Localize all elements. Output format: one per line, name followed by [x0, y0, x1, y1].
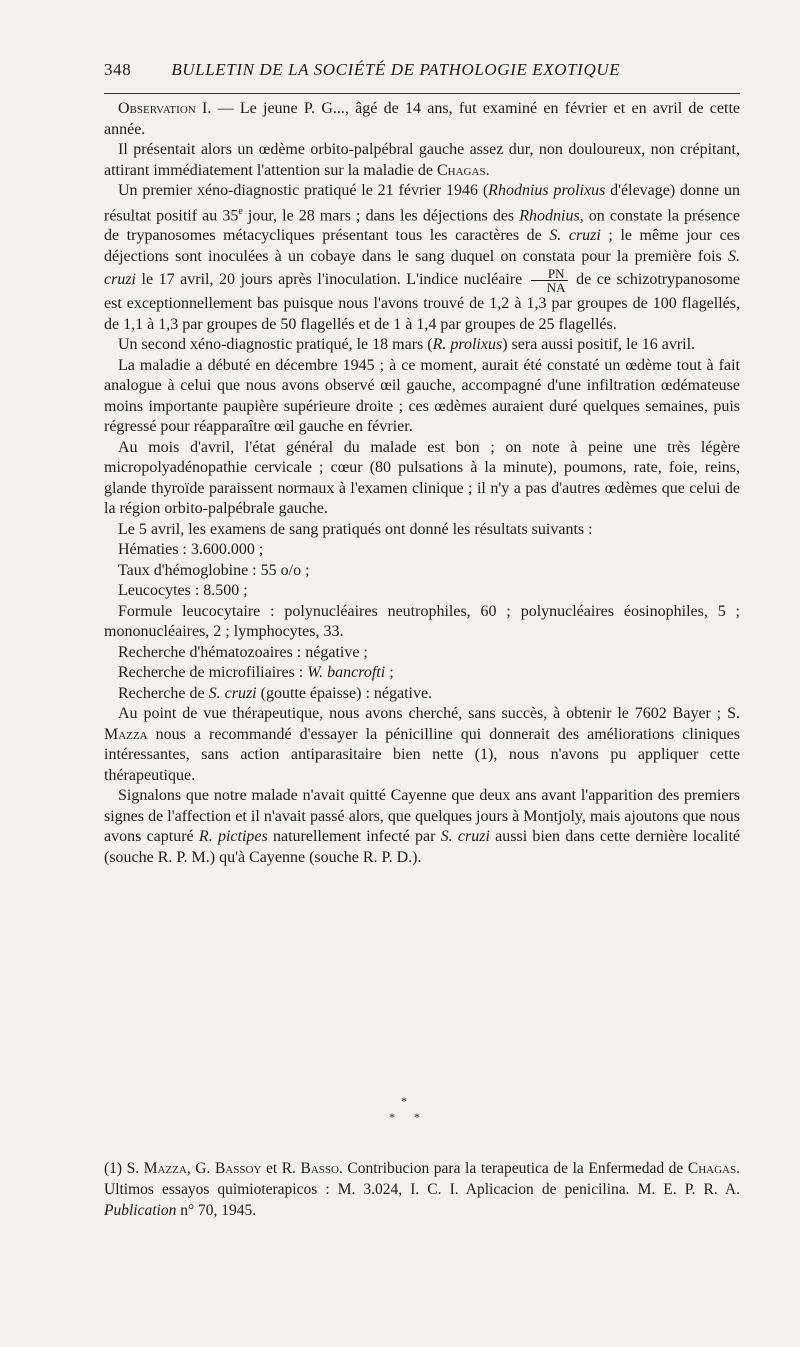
- footnote: [104, 1158, 740, 1221]
- paragraph-second-xenodiagnostic: Un second xéno-diagnostic pratiqué, le 18 mars (R. prolixus) sera aussi positif, le 16 avril.: [118, 336, 696, 354]
- paragraph-presentation: Il présentait alors un œdème orbito-palpébral gauche assez dur, non douloureux, non crépitant, attirant immédiatement l'attention sur la maladie de Chagas.: [104, 141, 740, 179]
- paragraph-onset: La maladie a débuté en décembre 1945 ; à ce moment, aurait été constaté un œdème tout à fait analogue à celui que nous avons observé œil gauche, accompagné d'une infiltration œdémateuse moins importante paupière supérieure droite ; ces œdèmes auraient duré quelques semaines, puis régressé pour réapparaître œil gauche en février.: [104, 356, 740, 436]
- author-name: Chagas: [437, 161, 486, 179]
- page-header: [104, 60, 740, 80]
- result-hemoglobin: Taux d'hémoglobine : 55 o/o ;: [118, 561, 310, 579]
- result-microfilaria: Recherche de microfiliaires : W. bancrofti ;: [118, 664, 394, 682]
- result-formula: Formule leucocytaire : polynucléaires neutrophiles, 60 ; polynucléaires éosinophiles, 5 ; mononucléaires, 2 ; lymphocytes, 33.: [104, 602, 740, 641]
- result-leucocytes: Leucocytes : 8.500 ;: [118, 582, 248, 600]
- paragraph-closing: Signalons que notre malade n'avait quitté Cayenne que deux ans avant l'apparition des premiers signes de l'affection et il n'avait passé alors, que quelques jours à Montjoly, mais ajoutons que nous avons capturé R. pictipes naturellement infecté par S. cruzi aussi bien dans cette dernière localité (souche R. P. M.) qu'à Cayenne (souche R. P. D.).: [104, 787, 741, 866]
- nuclear-index-fraction: $\frac{PN}{NA}$: [531, 267, 568, 294]
- header-rule: [104, 93, 740, 94]
- asterism-star: *: [401, 1094, 407, 1108]
- footnote-text: (1) S. Mazza, G. Bassoy et R. Basso. Contribucion para la terapeutica de la Enfermedad de Chagas. Ultimos essayos quimioterapicos : M. 3.024, I. C. I. Aplicacion de penicilina. M. E. P. R. A. Publication n° 70, 1945.: [104, 1160, 740, 1219]
- asterism-star: *: [414, 1110, 420, 1124]
- result-hematozoa: Recherche d'hématozoaires : négative ;: [118, 643, 368, 661]
- paragraph-blood-exams: Le 5 avril, les examens de sang pratiqués ont donné les résultats suivants :: [118, 520, 593, 538]
- running-title: BULLETIN DE LA SOCIÉTÉ DE PATHOLOGIE EXOTIQUE: [171, 60, 621, 79]
- result-cruzi: Recherche de S. cruzi (goutte épaisse) : négative.: [118, 684, 433, 702]
- paragraph-therapy: Au point de vue thérapeutique, nous avons cherché, sans succès, à obtenir le 7602 Bayer ; S. Mazza nous a recommandé d'essayer la pénicilline qui donnerait des améliorations cliniques intéressantes, sans action antiparasitaire bien nette (1), nous n'avons pu appliquer cette thérapeutique.: [104, 705, 740, 784]
- result-hematies: Hématies : 3.600.000 ;: [118, 541, 264, 559]
- paragraph-xenodiagnostic: Un premier xéno-diagnostic pratiqué le 21 février 1946 (Rhodnius prolixus d'élevage) donne un résultat positif au 35e jour, le 28 mars ; dans les déjections des Rhodnius, on constate la présence de trypanosomes métacycliques présentant tous les caractères de S. cruzi ; le même jour ces déjections sont inoculées à un cobaye dans le sang duquel on constata pour la première fois S. cruzi le 17 avril, 20 jours après l'inoculation. L'indice nucléaire $\frac{PN}{NA}$ de ce schizotrypanosome est exceptionnellement bas puisque nous l'avons trouvé de 1,2 à 1,3 par groupes de 100 flagellés, de 1,1 à 1,3 par groupes de 50 flagellés et de 1 à 1,4 par groupes de 25 flagellés.: [104, 182, 741, 333]
- asterism-separator: [384, 1094, 424, 1130]
- asterism-star: *: [389, 1110, 395, 1124]
- body-text: [104, 99, 740, 868]
- paragraph-observation: Observation I. — Le jeune P. G..., âgé de 14 ans, fut examiné en février et en avril de cette année.: [104, 100, 740, 138]
- paragraph-general-state: Au mois d'avril, l'état général du malade est bon ; on note à peine une très légère micropolyadénopathie cervicale ; cœur (80 pulsations à la minute), poumons, rate, foie, reins, glande thyroïde paraissent normaux à l'examen clinique ; il n'y a pas d'autres œdèmes que celui de la région orbito-palpébrale gauche.: [104, 438, 740, 518]
- page-number: 348: [104, 60, 132, 79]
- observation-label: Observation: [118, 100, 196, 117]
